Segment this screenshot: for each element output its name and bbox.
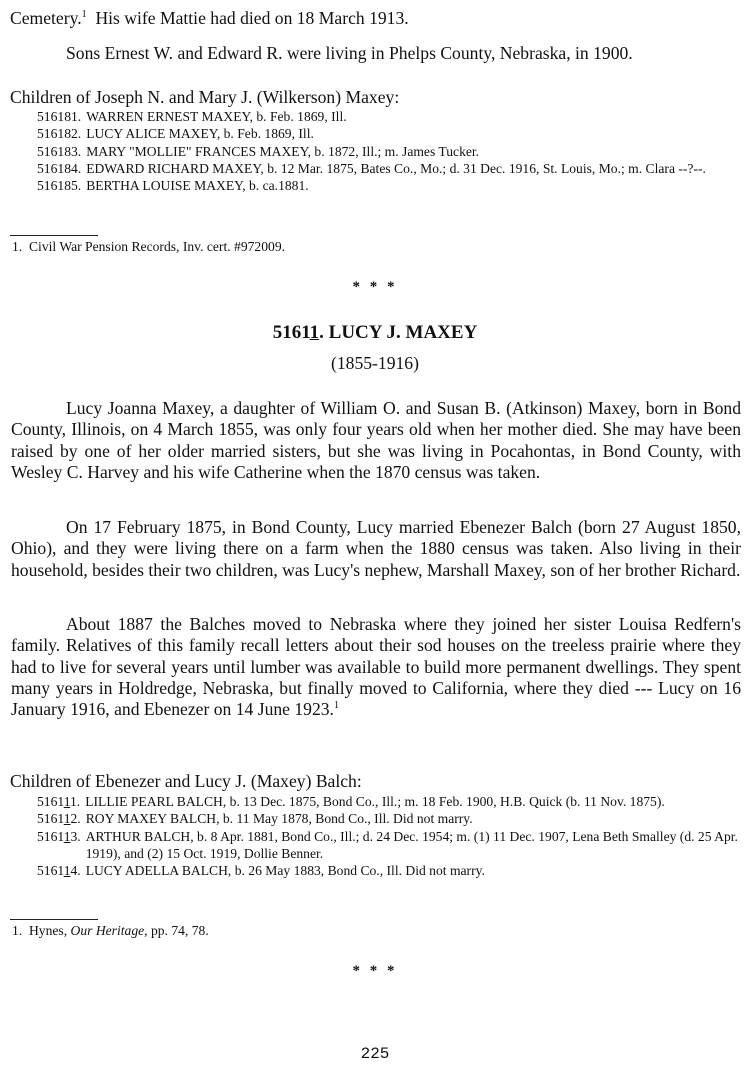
item-number: 516181. (37, 109, 82, 124)
list-item (37, 810, 742, 827)
children-list-1 (37, 108, 742, 194)
list-item (37, 143, 742, 160)
list-item (37, 108, 742, 125)
continuation-line (10, 8, 409, 29)
item-text: ROY MAXEY BALCH, b. 11 May 1878, Bond Co., Ill. Did not marry. (85, 811, 473, 827)
paragraph-3: About 1887 the Balches moved to Nebraska where they joined her sister Louisa Redfern's family. Relatives of this family recall letters about their sod houses on the treeless prairie where they had to live for several years until lumber was available to build more permanent dwellings. They spent many years in Holdredge, Nebraska, but finally moved to California, where they died --- Lucy on 16 January 1916, and Ebenezer on 14 June 1923.$^1$ (11, 614, 741, 720)
children-intro-2: Children of Ebenezer and Lucy J. (Maxey) Balch: (10, 771, 362, 791)
item-text: LUCY ALICE MAXEY, b. Feb. 1869, Ill. (86, 126, 314, 142)
item-text: LUCY ADELLA BALCH, b. 26 May 1883, Bond Co., Ill. Did not marry. (85, 863, 485, 879)
list-item (37, 828, 742, 863)
list-item (37, 160, 742, 177)
continuation-text-rest: His wife Mattie had died on 18 March 1913. (86, 8, 409, 28)
footnote-rule (10, 919, 98, 920)
children-intro-1: Children of Joseph N. and Mary J. (Wilkerson) Maxey: (10, 87, 400, 107)
footnote-ref: 1 (333, 700, 339, 712)
item-text: ARTHUR BALCH, b. 8 Apr. 1881, Bond Co., Ill.; d. 24 Dec. 1954; m. (1) 11 Dec. 1907, Lena Beth Smalley (d. 25 Apr. 1919), and (2) 15 Oct. 1919, Dollie Benner. (85, 828, 738, 861)
item-text: BERTHA LOUISE MAXEY, b. ca.1881. (86, 178, 309, 194)
item-text: WARREN ERNEST MAXEY, b. Feb. 1869, Ill. (86, 109, 347, 124)
item-number: 516111. (37, 794, 81, 809)
paragraph-2: On 17 February 1875, in Bond County, Lucy married Ebenezer Balch (born 27 August 1850, Ohio), and they were living there on a farm when the 1880 census was taken. Also living in their household, besides their two children, was Lucy's nephew, Marshall Maxey, son of her brother Richard. (11, 517, 741, 580)
page-number: 225 (360, 1045, 390, 1063)
footnote-1: 1. Civil War Pension Records, Inv. cert. #972009. (12, 239, 286, 254)
paragraph-1: Lucy Joanna Maxey, a daughter of William O. and Susan B. (Atkinson) Maxey, born in Bond County, Illinois, on 4 March 1855, was only four years old when her mother died. She may have been raised by one of her older married sisters, but she was living in Pocahontas, in Bond County, with Wesley C. Harvey and his wife Catherine when the 1870 census was taken. (11, 398, 741, 482)
item-number: 516183. (37, 143, 82, 159)
item-number: 516112. (37, 811, 81, 827)
sons-paragraph: Sons Ernest W. and Edward R. were living in Phelps County, Nebraska, in 1900. (66, 43, 633, 63)
footnote-2: 1. Hynes, Our Heritage, pp. 74, 78. (12, 923, 209, 938)
footnote-ref: 1 (81, 9, 87, 21)
list-item (37, 125, 742, 142)
item-text: EDWARD RICHARD MAXEY, b. 12 Mar. 1875, Bates Co., Mo.; d. 31 Dec. 1916, St. Louis, Mo.; m. Clara --?--. (86, 160, 706, 176)
item-number: 516114. (37, 863, 81, 879)
list-item (37, 862, 742, 879)
list-item (37, 793, 742, 810)
item-number: 516182. (37, 126, 82, 142)
item-text: LILLIE PEARL BALCH, b. 13 Dec. 1875, Bond Co., Ill.; m. 18 Feb. 1900, H.B. Quick (b. 11 Nov. 1875). (85, 794, 665, 809)
item-number: 516184. (37, 160, 82, 176)
item-number: 516185. (37, 178, 82, 194)
continuation-text: Cemetery. (10, 8, 82, 28)
section-separator: * * * (352, 963, 398, 979)
list-item (37, 177, 742, 194)
children-list-2 (37, 793, 742, 879)
item-text: MARY "MOLLIE" FRANCES MAXEY, b. 1872, Ill.; m. James Tucker. (86, 143, 480, 159)
section-title: 51611. LUCY J. MAXEY (272, 322, 478, 343)
section-separator: * * * (352, 279, 398, 295)
section-dates: (1855-1916) (331, 353, 419, 373)
item-number: 516113. (37, 828, 81, 844)
footnote-rule (10, 235, 98, 236)
